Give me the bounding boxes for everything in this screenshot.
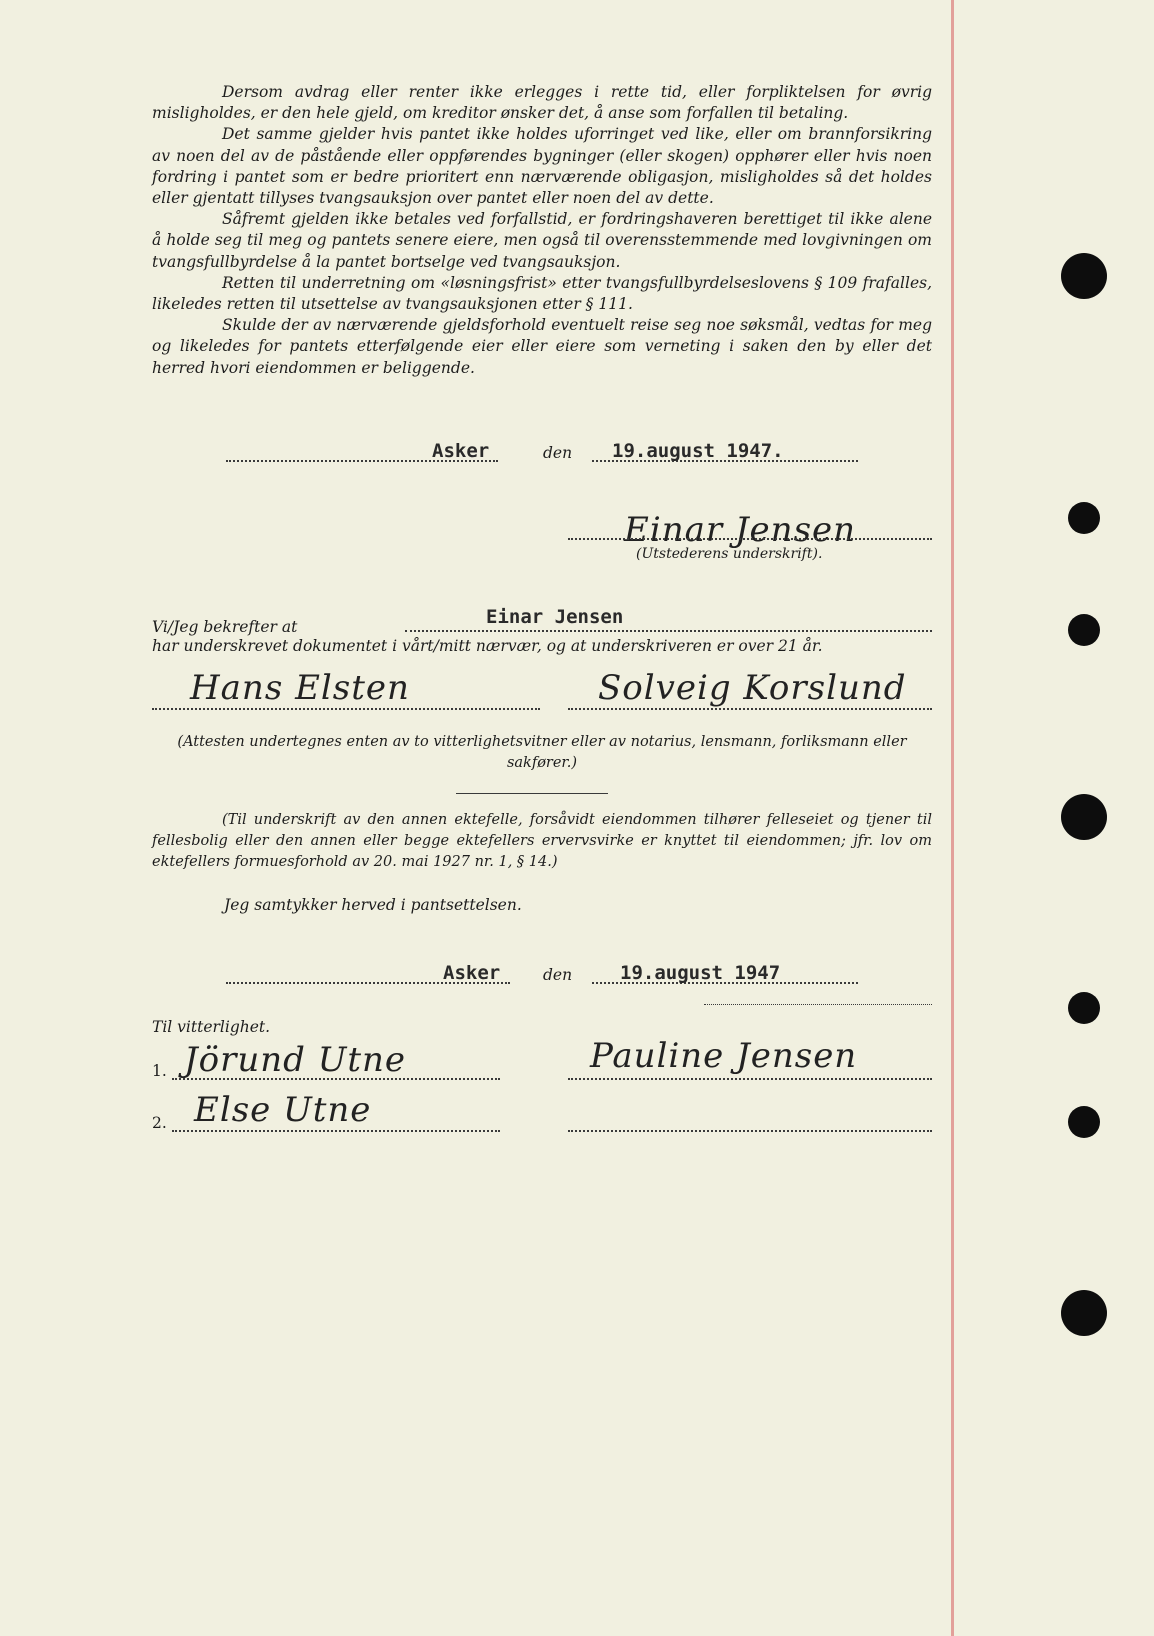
den-label: den — [543, 966, 573, 984]
witness-line — [172, 1078, 500, 1080]
terms-paragraph: Såfremt gjelden ikke betales ved forfallstid, er fordringshaveren berettiget til ikke alene å holde seg til meg og pantets senere eiere, men også til overensstemmende med lovgivningen om tvangsfullbyrdelse å la pantet bortselge ved tvangsauksjon. — [152, 210, 932, 271]
witnessed-name: Einar Jensen — [486, 606, 624, 628]
date: 19.august 1947. — [612, 440, 784, 462]
punch-hole — [1061, 1290, 1107, 1336]
terms-paragraph: Skulde der av nærværende gjeldsforhold eventuelt reise seg noe søksmål, vedtas for meg og likeledes for pantets etterfølgende eier eller eiere som verneting i saken den by eller det herred hvori eiendommen er beliggende. — [152, 316, 932, 377]
punch-hole — [1061, 253, 1107, 299]
terms-paragraph: Retten til underretning om «løsningsfrist» etter tvangsfullbyrdelseslovens § 109 frafalles, likeledes retten til utsettelse av tvangsauksjonen etter § 111. — [152, 273, 932, 314]
witness-prefix: Vi/Jeg bekrefter at — [152, 618, 298, 636]
name-line — [405, 630, 932, 632]
margin-line — [951, 0, 954, 1636]
spouse-note-text: (Til underskrift av den annen ektefelle, forsåvidt eiendommen tilhører felleseiet og tjener til fellesbolig eller den annen eller begge ektefellers ervervsvirke er knyttet til eiendommen; jfr. lov om ektefellers formuesforhold av 20. mai 1927 nr. 1, § 14.) — [152, 812, 932, 870]
den-label: den — [543, 444, 573, 462]
attest-note-text: (Attesten undertegnes enten av to vitterlighetsvitner eller av notarius, lensmann, forliksmann eller sakfører.) — [177, 734, 907, 771]
witness-signature: Jörund Utne — [184, 1040, 407, 1080]
vitterlighet-label: Til vitterlighet. — [152, 1018, 271, 1036]
punch-hole — [1068, 992, 1100, 1024]
witness-signature: Solveig Korslund — [598, 668, 907, 708]
punch-hole — [1068, 614, 1100, 646]
place: Asker — [443, 962, 501, 984]
terms-paragraph: Det samme gjelder hvis pantet ikke holdes uforringet ved like, eller om brannforsikring av noen del av de påstående eller oppførendes bygninger (eller skogen) opphører eller hvis noen fordring i pantet som er bedre prioritert enn nærværende obligasjon, misligholdes så det holdes eller gjentatt tillyses tvangsauksjon over pantet eller noen del av dette. — [152, 125, 932, 208]
punch-hole — [1068, 502, 1100, 534]
witness-line — [172, 1130, 500, 1132]
spouse-line — [568, 1078, 932, 1080]
terms-paragraph: Dersom avdrag eller renter ikke erlegges i rette tid, eller forpliktelsen for øvrig misligholdes, er den hele gjeld, om kreditor ønsker det, å anse som forfallen til betaling. — [152, 83, 932, 123]
attest-note — [152, 732, 932, 774]
place: Asker — [432, 440, 490, 462]
witness-line — [568, 708, 932, 710]
punch-hole — [1068, 1106, 1100, 1138]
divider — [704, 1004, 932, 1005]
blank-line — [568, 1130, 932, 1132]
consent-text: Jeg samtykker herved i pantsettelsen. — [224, 896, 522, 914]
witness-signature: Else Utne — [194, 1090, 372, 1130]
issuer-caption: (Utstederens underskrift). — [636, 546, 823, 562]
issuer-signature: Einar Jensen — [624, 510, 857, 550]
date: 19.august 1947 — [620, 962, 781, 984]
witness-line — [152, 708, 540, 710]
terms-text — [152, 82, 932, 379]
spouse-note — [152, 810, 932, 873]
signature-line — [568, 538, 932, 540]
witness-number: 2. — [152, 1114, 167, 1132]
witness-signature: Hans Elsten — [190, 668, 410, 708]
witness-number: 1. — [152, 1062, 167, 1080]
divider — [456, 793, 608, 794]
spouse-signature: Pauline Jensen — [590, 1036, 858, 1076]
witness-statement: har underskrevet dokumentet i vårt/mitt nærvær, og at underskriveren er over 21 år. — [152, 637, 823, 655]
punch-hole — [1061, 794, 1107, 840]
